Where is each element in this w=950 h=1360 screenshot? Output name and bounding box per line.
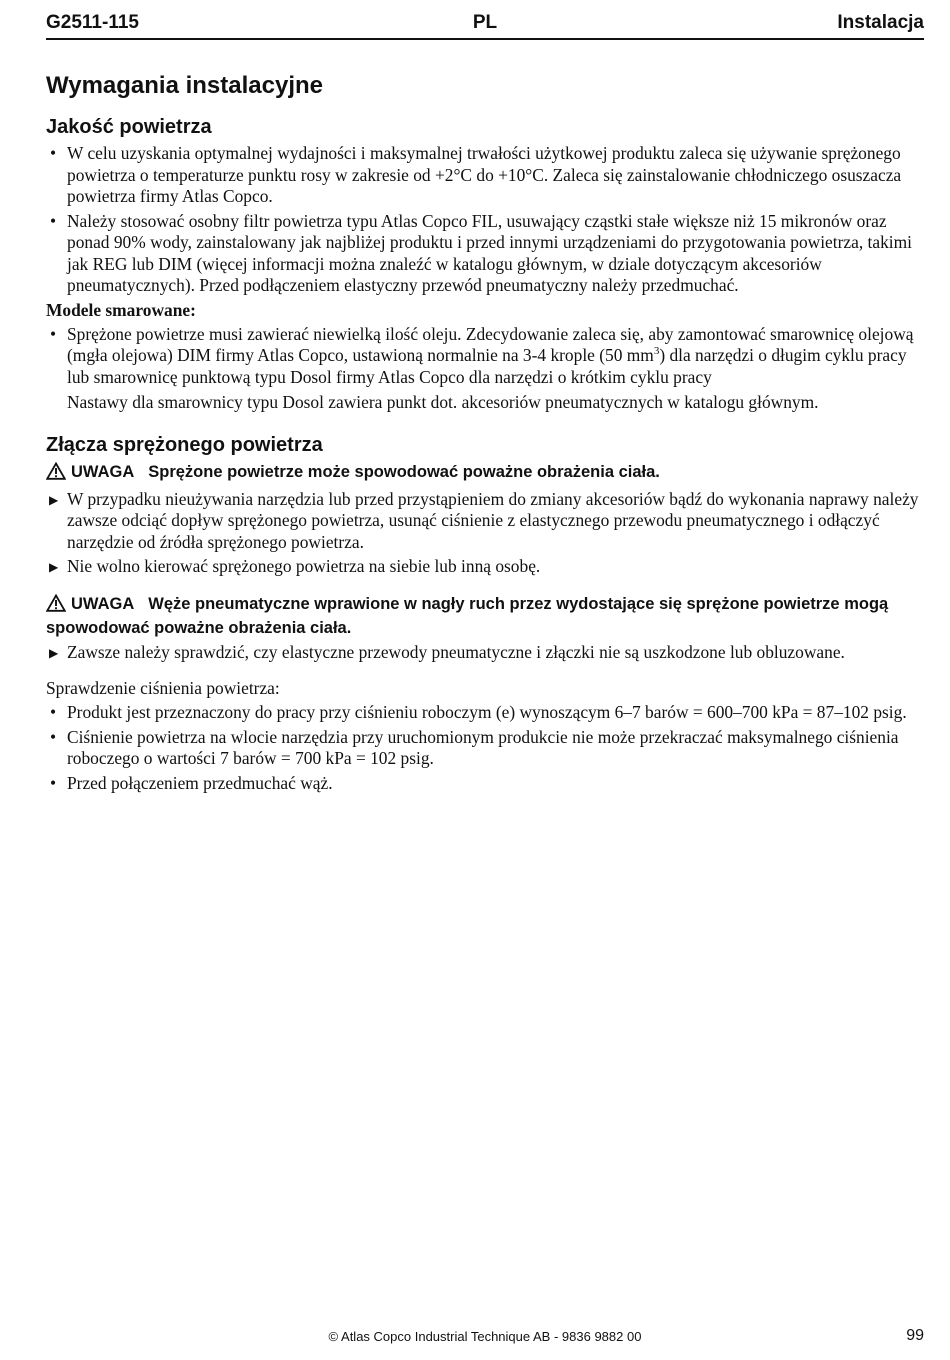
list-item-text: W celu uzyskania optymalnej wydajności i maksymalnej trwałości użytkowej produktu zaleca się używanie sprężonego powietrza o temperaturze punktu rosy w zakresie od +2°C do +10°C. Zaleca się zainstalowanie chłodniczego osuszacza powietrza firmy Atlas Copco. bbox=[67, 143, 902, 206]
list-item bbox=[46, 773, 924, 795]
triangle-right-icon: ▶ bbox=[49, 492, 59, 507]
list-item-text: W przypadku nieużywania narzędzia lub przed przystąpieniem do zmiany akcesoriów bądź do wykonania naprawy należy zawsze odciąć dopływ sprężonego powietrza, usunąć ciśnienie z elastycznego przewodu pneumatycznego i odłączyć narzędzie od źródła sprężonego powietrza. bbox=[67, 488, 919, 552]
list-item-text: Nie wolno kierować sprężonego powietrza na siebie lub inną osobę. bbox=[67, 556, 541, 576]
warning-2 bbox=[46, 594, 924, 639]
list-item-text: Przed połączeniem przedmuchać wąż. bbox=[67, 772, 333, 793]
dosol-note: Nastawy dla smarownicy typu Dosol zawiera punkt dot. akcesoriów pneumatycznych w katalogu głównym. bbox=[67, 392, 819, 412]
page-title: Wymagania instalacyjne bbox=[46, 72, 324, 99]
list-item bbox=[46, 642, 924, 664]
list-item bbox=[46, 143, 924, 208]
page-content bbox=[46, 70, 924, 794]
bullet-dot: • bbox=[50, 323, 57, 344]
document-code: G2511-115 bbox=[46, 12, 139, 33]
warning-triangle-icon bbox=[46, 594, 66, 618]
bullet-dot: • bbox=[50, 702, 57, 722]
triangle-right-icon: ▶ bbox=[49, 560, 59, 574]
lubricated-models-heading: Modele smarowane: bbox=[46, 299, 196, 320]
page-header bbox=[46, 12, 924, 40]
bullet-dot: • bbox=[50, 210, 57, 231]
list-item bbox=[46, 489, 924, 554]
list-item bbox=[46, 211, 924, 297]
section-title: Instalacja bbox=[837, 12, 924, 33]
copyright-text: © Atlas Copco Industrial Technique AB - 9836 9882 00 bbox=[328, 1329, 642, 1344]
list-item bbox=[46, 727, 924, 770]
warning-text: Sprężone powietrze może spowodować poważne obrażenia ciała. bbox=[148, 462, 660, 481]
warning-1 bbox=[46, 462, 924, 486]
list-item-text: Zawsze należy sprawdzić, czy elastyczne przewody pneumatyczne i złączki nie są uszkodzone lub obluzowane. bbox=[67, 641, 845, 662]
pressure-check-label: Sprawdzenie ciśnienia powietrza: bbox=[46, 678, 280, 698]
warning-label: UWAGA bbox=[71, 594, 135, 613]
warning-label: UWAGA bbox=[71, 462, 135, 481]
lubricated-text-part2: ) dla narzędzi o długim cyklu pracy lub smarownicę punktową typu Dosol firmy Atlas Copco dla narzędzi o krótkim cyklu pracy bbox=[67, 345, 907, 387]
warning-triangle-icon bbox=[46, 462, 66, 486]
bullet-dot: • bbox=[50, 772, 57, 793]
page-footer bbox=[46, 1327, 924, 1349]
list-item-text: Należy stosować osobny filtr powietrza typu Atlas Copco FIL, usuwający cząstki stałe większe niż 15 mikronów oraz ponad 90% wody, zainstalowany jak najbliżej produktu i przed innymi urządzeniami do przygotowania powietrza, takimi jak REG lub DIM (więcej informacji można znaleźć w katalogu głównym, w dziale dotyczącym akcesoriów pneumatycznych). Przed podłączeniem elastyczny przewód pneumatyczny należy przedmuchać. bbox=[67, 210, 912, 295]
list-item bbox=[46, 324, 924, 389]
list-item bbox=[46, 702, 924, 724]
triangle-right-icon: ▶ bbox=[49, 645, 59, 660]
language-code: PL bbox=[472, 12, 498, 33]
air-quality-heading: Jakość powietrza bbox=[46, 116, 212, 138]
bullet-dot: • bbox=[50, 726, 57, 747]
connections-heading: Złącza sprężonego powietrza bbox=[46, 433, 323, 456]
warning-text: Węże pneumatyczne wprawione w nagły ruch przez wydostające się sprężone powietrze mogą spowodować poważne obrażenia ciała. bbox=[46, 594, 889, 637]
lubricated-text-part1: Sprężone powietrze musi zawierać niewielką ilość oleju. Zdecydowanie zaleca się, aby zamontować smarownicę olejową (mgła olejowa) DIM firmy Atlas Copco, ustawioną normalnie na 3-4 krople (50 mm bbox=[67, 323, 914, 365]
bullet-dot: • bbox=[50, 143, 57, 163]
superscript-3: 3 bbox=[653, 345, 660, 358]
list-item-text bbox=[67, 324, 913, 387]
list-item bbox=[46, 556, 924, 578]
list-item-text: Ciśnienie powietrza na wlocie narzędzia przy uruchomionym produkcie nie może przekraczać maksymalnego ciśnienia roboczego o wartości 7 barów = 700 kPa = 102 psig. bbox=[67, 726, 899, 768]
list-item-text: Produkt jest przeznaczony do pracy przy ciśnieniu roboczym (e) wynoszącym 6–7 barów = 600–700 kPa = 87–102 psig. bbox=[67, 702, 907, 722]
page-number: 99 bbox=[906, 1327, 924, 1344]
